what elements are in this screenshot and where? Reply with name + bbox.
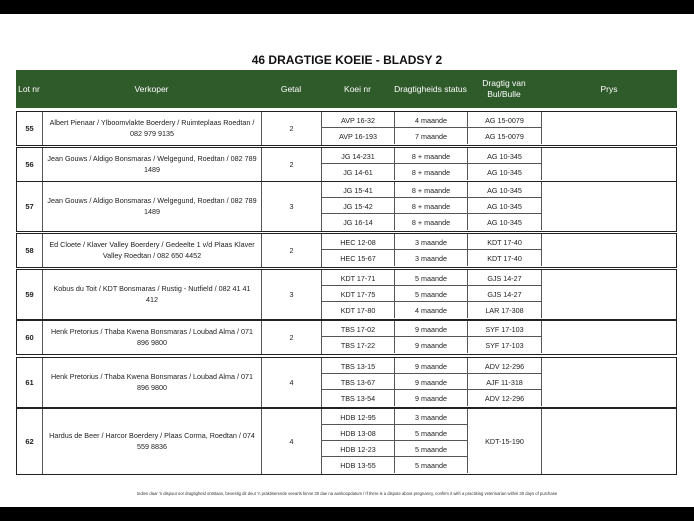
- cow-id: AVP 16-32: [322, 112, 395, 128]
- lot-number: 55: [17, 112, 43, 145]
- header-cow: Koei nr: [344, 83, 371, 94]
- pregnancy-status: 5 maande: [395, 457, 468, 473]
- bull-id: KDT 17-40: [468, 234, 542, 250]
- cow-id: TBS 13-15: [322, 358, 395, 374]
- lot-number: 59: [17, 270, 43, 319]
- pregnancy-status: 5 maande: [395, 270, 468, 286]
- pregnancy-status: 3 maande: [395, 234, 468, 250]
- seller-info: Henk Pretorius / Thaba Kwena Bonsmaras / Loubad Alma / 071 896 9800: [43, 358, 262, 407]
- cow-list: [322, 270, 542, 319]
- header-status: Dragtigheids status: [394, 83, 467, 94]
- cow-list: [322, 182, 542, 231]
- pregnancy-status: 5 maande: [395, 286, 468, 302]
- table-header: [16, 70, 677, 108]
- pregnancy-status: 9 maande: [395, 390, 468, 406]
- bull-id: AG 10-345: [468, 182, 542, 198]
- top-bar: [0, 0, 694, 14]
- header-seller: Verkoper: [134, 83, 169, 94]
- price-cell[interactable]: [542, 182, 675, 231]
- lot-block: [16, 357, 677, 408]
- cow-id: HDB 13-55: [322, 457, 395, 473]
- seller-info: Jean Gouws / Aldigo Bonsmaras / Welgegund, Roedtan / 082 789 1489: [43, 148, 262, 181]
- bull-id: KDT-15-190: [468, 409, 542, 474]
- bull-id: AG 10-345: [468, 164, 542, 180]
- cow-id: HEC 15-67: [322, 250, 395, 266]
- pregnancy-status: 8 + maande: [395, 214, 468, 230]
- cow-id: HDB 13-08: [322, 425, 395, 441]
- cow-row: [322, 214, 542, 230]
- price-cell[interactable]: [542, 321, 675, 354]
- cow-id: JG 15-41: [322, 182, 395, 198]
- seller-info: Jean Gouws / Aldigo Bonsmaras / Welgegund, Roedtan / 082 789 1489: [43, 182, 262, 231]
- cow-row: [322, 425, 468, 441]
- pregnancy-status: 3 maande: [395, 409, 468, 425]
- cow-row: [322, 302, 542, 318]
- header-price: Prys: [600, 83, 618, 94]
- cow-row: [322, 250, 542, 266]
- pregnancy-status: 8 + maande: [395, 164, 468, 180]
- cow-row: [322, 441, 468, 457]
- lot-block: [16, 147, 677, 182]
- price-cell[interactable]: [542, 148, 675, 181]
- pregnancy-status: 9 maande: [395, 337, 468, 353]
- cow-row: [322, 164, 542, 180]
- bull-id: AG 15-0079: [468, 112, 542, 128]
- bull-id: LAR 17-308: [468, 302, 542, 318]
- cow-row: [322, 148, 542, 164]
- cow-row: [322, 234, 542, 250]
- cow-row: [322, 457, 468, 473]
- bull-id: GJS 14-27: [468, 286, 542, 302]
- cow-id: HEC 12-08: [322, 234, 395, 250]
- lot-block: [16, 408, 677, 475]
- price-cell[interactable]: [542, 112, 675, 145]
- pregnancy-status: 8 + maande: [395, 182, 468, 198]
- cow-id: TBS 13-67: [322, 374, 395, 390]
- cow-count: 2: [262, 148, 322, 181]
- cow-id: HDB 12-95: [322, 409, 395, 425]
- price-cell[interactable]: [542, 270, 675, 319]
- cow-id: JG 16-14: [322, 214, 395, 230]
- cow-id: TBS 17-02: [322, 321, 395, 337]
- lot-block: [16, 269, 677, 320]
- seller-info: Albert Pienaar / Ylboomvlakte Boerdery / Ruimteplaas Roedtan / 082 979 9135: [43, 112, 262, 145]
- cow-id: KDT 17-75: [322, 286, 395, 302]
- pregnancy-status: 4 maande: [395, 302, 468, 318]
- cow-id: AVP 16-193: [322, 128, 395, 144]
- price-cell[interactable]: [542, 234, 675, 267]
- cow-count: 2: [262, 234, 322, 267]
- pregnancy-status: 4 maande: [395, 112, 468, 128]
- cow-id: JG 15-42: [322, 198, 395, 214]
- bull-id: KDT 17-40: [468, 250, 542, 266]
- cow-id: TBS 13-54: [322, 390, 395, 406]
- bull-id: AG 10-345: [468, 148, 542, 164]
- lot-block: [16, 320, 677, 355]
- cow-list: [322, 358, 542, 407]
- cow-id: JG 14-231: [322, 148, 395, 164]
- bull-id: SYF 17-103: [468, 321, 542, 337]
- cow-count: 3: [262, 182, 322, 231]
- cow-list: [322, 234, 542, 267]
- bull-id: SYF 17-103: [468, 337, 542, 353]
- cow-row: [322, 390, 542, 406]
- pregnancy-status: 5 maande: [395, 425, 468, 441]
- price-cell[interactable]: [542, 409, 675, 474]
- pregnancy-status: 8 + maande: [395, 148, 468, 164]
- price-cell[interactable]: [542, 358, 675, 407]
- bull-id: AG 15-0079: [468, 128, 542, 144]
- lot-number: 60: [17, 321, 43, 354]
- cow-row: [322, 374, 542, 390]
- seller-info: Ed Cloete / Klaver Valley Boerdery / Gedeelte 1 v/d Plaas Klaver Valley Roedtan / 082 650 4452: [43, 234, 262, 267]
- cow-row: [322, 358, 542, 374]
- cow-row: [322, 128, 542, 144]
- footnote: Indien daar 'n dispuut oor dragtigheid ontstaan, bevestig dit deur 'n praktiserende veearts binne 30 dae na aankoopdatum / If there is a dispute about pregnancy, confirm it with a practising veterinarian within 30 days of purchase: [136, 491, 558, 496]
- cow-id: JG 14-61: [322, 164, 395, 180]
- seller-info: Henk Pretorius / Thaba Kwena Bonsmaras / Loubad Alma / 071 896 9800: [43, 321, 262, 354]
- cow-list: [322, 321, 542, 354]
- cow-row: [322, 112, 542, 128]
- bull-id: AG 10-345: [468, 198, 542, 214]
- pregnancy-status: 9 maande: [395, 321, 468, 337]
- cow-row: [322, 198, 542, 214]
- cow-count: 4: [262, 409, 322, 474]
- page-title: 46 DRAGTIGE KOEIE - BLADSY 2: [251, 53, 443, 67]
- cow-count: 2: [262, 321, 322, 354]
- pregnancy-status: 7 maande: [395, 128, 468, 144]
- cow-count: 4: [262, 358, 322, 407]
- cow-id: TBS 17-22: [322, 337, 395, 353]
- pregnancy-status: 8 + maande: [395, 198, 468, 214]
- lot-block: [16, 233, 677, 268]
- cow-list: [322, 112, 542, 145]
- cow-row: [322, 270, 542, 286]
- bull-id: ADV 12-296: [468, 358, 542, 374]
- lot-block: [16, 181, 677, 232]
- bull-id: GJS 14-27: [468, 270, 542, 286]
- lot-number: 57: [17, 182, 43, 231]
- cow-count: 3: [262, 270, 322, 319]
- cow-id: KDT 17-71: [322, 270, 395, 286]
- bull-id: AG 10-345: [468, 214, 542, 230]
- seller-info: Hardus de Beer / Harcor Boerdery / Plaas Corma, Roedtan / 074 559 8836: [43, 409, 262, 474]
- pregnancy-status: 9 maande: [395, 358, 468, 374]
- cow-row: [322, 182, 542, 198]
- cow-count: 2: [262, 112, 322, 145]
- lot-number: 61: [17, 358, 43, 407]
- cow-row: [322, 321, 542, 337]
- bottom-bar: [0, 507, 694, 521]
- lot-number: 62: [17, 409, 43, 474]
- bull-id: ADV 12-296: [468, 390, 542, 406]
- pregnancy-status: 5 maande: [395, 441, 468, 457]
- header-count: Getal: [280, 83, 302, 94]
- cow-row: [322, 337, 542, 353]
- lot-number: 58: [17, 234, 43, 267]
- lot-number: 56: [17, 148, 43, 181]
- cow-row: [322, 286, 542, 302]
- seller-info: Kobus du Toit / KDT Bonsmaras / Rustig - Nutfield / 082 41 41 412: [43, 270, 262, 319]
- cow-id: HDB 12-23: [322, 441, 395, 457]
- lot-block: [16, 111, 677, 146]
- header-bull: Dragtig van Bul/Bulle: [482, 78, 526, 99]
- bull-id: AJF 11-318: [468, 374, 542, 390]
- cow-row: [322, 409, 468, 425]
- header-lot: Lot nr: [18, 83, 40, 94]
- cow-id: KDT 17-80: [322, 302, 395, 318]
- pregnancy-status: 3 maande: [395, 250, 468, 266]
- cow-list: [322, 148, 542, 181]
- pregnancy-status: 9 maande: [395, 374, 468, 390]
